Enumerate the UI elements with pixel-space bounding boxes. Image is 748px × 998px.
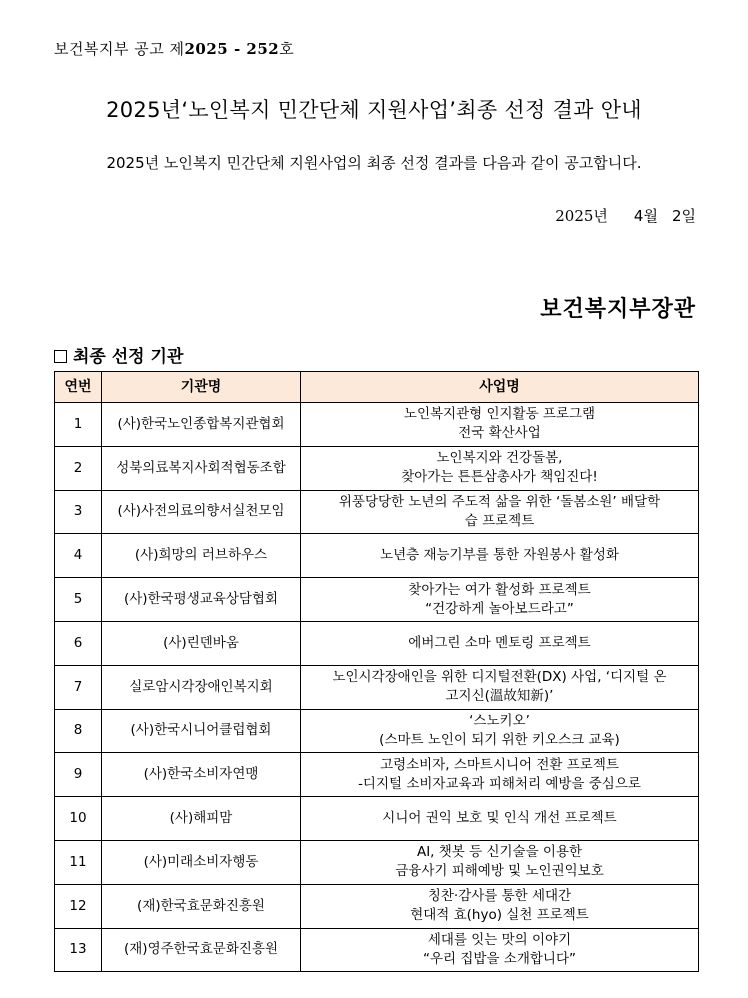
section-title: 최종 선정 기관 <box>73 347 184 367</box>
date-year: 2025년 <box>555 207 608 225</box>
project-line: “건강하게 놀아보드라고” <box>425 600 574 617</box>
row-number: 8 <box>55 709 102 753</box>
organization-name: (재)한국효문화진흥원 <box>102 884 301 928</box>
document-date <box>555 205 696 226</box>
table-row <box>55 928 699 972</box>
organization-name: (사)해피맘 <box>102 797 301 841</box>
table-row <box>55 621 699 665</box>
table-header-row <box>55 372 699 403</box>
project-line: “우리 집밥을 소개합니다” <box>423 950 576 967</box>
date-day: 2일 <box>671 207 696 225</box>
row-number: 9 <box>55 753 102 797</box>
project-name <box>301 578 699 622</box>
checkbox-square-icon <box>54 350 67 363</box>
project-line: 에버그린 소마 멘토링 프로젝트 <box>408 634 591 651</box>
project-line: 찾아가는 튼튼삼총사가 책임진다! <box>401 469 598 486</box>
notice-number <box>54 38 294 59</box>
project-line: 노인복지관형 인지활동 프로그램 <box>403 406 596 423</box>
project-name <box>301 840 699 884</box>
project-name <box>301 928 699 972</box>
project-line: 칭찬·감사를 통한 세대간 <box>427 888 572 905</box>
organization-name: 실로암시각장애인복지회 <box>102 665 301 709</box>
row-number: 6 <box>55 621 102 665</box>
organization-name: 성북의료복지사회적협동조합 <box>102 446 301 490</box>
project-line: -디지털 소비자교육과 피해처리 예방을 중심으로 <box>358 775 641 792</box>
row-number: 7 <box>55 665 102 709</box>
project-line: 고지신(溫故知新)’ <box>445 688 554 705</box>
section-heading <box>54 342 183 367</box>
table-body <box>55 403 699 972</box>
project-line: AI, 챗봇 등 신기술을 이용한 <box>416 844 583 861</box>
row-number: 5 <box>55 578 102 622</box>
table-row <box>55 665 699 709</box>
project-line: 금융사기 피해예방 및 노인권익보호 <box>395 863 604 880</box>
project-line: 노인시각장애인을 위한 디지털전환(DX) 사업, ‘디지털 온 <box>332 669 667 686</box>
project-line: 노년층 재능기부를 통한 자원봉사 활성화 <box>380 547 619 564</box>
document-intro: 2025년 노인복지 민간단체 지원사업의 최종 선정 결과를 다음과 같이 공고합니다. <box>106 154 642 172</box>
project-line: 세대를 잇는 맛의 이야기 <box>427 931 572 948</box>
notice-prefix: 보건복지부 공고 제 <box>54 40 185 58</box>
header-org: 기관명 <box>102 372 301 403</box>
organization-name: (사)미래소비자행동 <box>102 840 301 884</box>
table-row <box>55 840 699 884</box>
project-name <box>301 534 699 578</box>
table-row <box>55 578 699 622</box>
project-name <box>301 403 699 447</box>
project-name <box>301 884 699 928</box>
project-line: 노인복지와 건강돌봄, <box>436 450 563 467</box>
project-name <box>301 753 699 797</box>
table-row <box>55 403 699 447</box>
project-name <box>301 797 699 841</box>
project-line: 습 프로젝트 <box>464 512 535 529</box>
row-number: 10 <box>55 797 102 841</box>
project-name <box>301 665 699 709</box>
table-row <box>55 709 699 753</box>
date-month: 4월 <box>633 207 658 225</box>
project-line: 위풍당당한 노년의 주도적 삶을 위한 ‘돌봄소원’ 배달학 <box>338 493 661 510</box>
organization-name: (사)희망의 러브하우스 <box>102 534 301 578</box>
organization-name: (사)한국노인종합복지관협회 <box>102 403 301 447</box>
header-project: 사업명 <box>301 372 699 403</box>
project-line: ‘스노키오’ <box>469 712 530 729</box>
table-row <box>55 446 699 490</box>
issuer-name: 보건복지부장관 <box>540 296 696 322</box>
row-number: 13 <box>55 928 102 972</box>
project-line: 전국 확산사업 <box>458 425 541 442</box>
table-row <box>55 797 699 841</box>
row-number: 3 <box>55 490 102 534</box>
table-row <box>55 534 699 578</box>
table-row <box>55 753 699 797</box>
organization-name: (사)한국평생교육상담협회 <box>102 578 301 622</box>
table-row <box>55 884 699 928</box>
organization-name: (사)한국소비자연맹 <box>102 753 301 797</box>
notice-suffix: 호 <box>279 40 295 58</box>
row-number: 2 <box>55 446 102 490</box>
organization-name: (사)한국시니어클럽협회 <box>102 709 301 753</box>
project-line: 고령소비자, 스마트시니어 전환 프로젝트 <box>380 756 619 773</box>
project-name <box>301 709 699 753</box>
project-name <box>301 446 699 490</box>
organization-name: (재)영주한국효문화진흥원 <box>102 928 301 972</box>
notice-number-value: 2025 - 252 <box>184 40 280 58</box>
document-title: 2025년‘노인복지 민간단체 지원사업’최종 선정 결과 안내 <box>106 98 642 122</box>
results-table <box>54 371 699 972</box>
table-row <box>55 490 699 534</box>
header-no: 연번 <box>55 372 102 403</box>
row-number: 1 <box>55 403 102 447</box>
row-number: 12 <box>55 884 102 928</box>
organization-name: (사)사전의료의향서실천모임 <box>102 490 301 534</box>
row-number: 4 <box>55 534 102 578</box>
project-line: 현대적 효(hyo) 실천 프로젝트 <box>410 907 589 924</box>
row-number: 11 <box>55 840 102 884</box>
project-line: 찾아가는 여가 활성화 프로젝트 <box>408 581 591 598</box>
organization-name: (사)린덴바움 <box>102 621 301 665</box>
project-name <box>301 490 699 534</box>
project-line: 시니어 권익 보호 및 인식 개선 프로젝트 <box>382 810 617 827</box>
project-line: (스마트 노인이 되기 위한 키오스크 교육) <box>379 731 620 748</box>
project-name <box>301 621 699 665</box>
